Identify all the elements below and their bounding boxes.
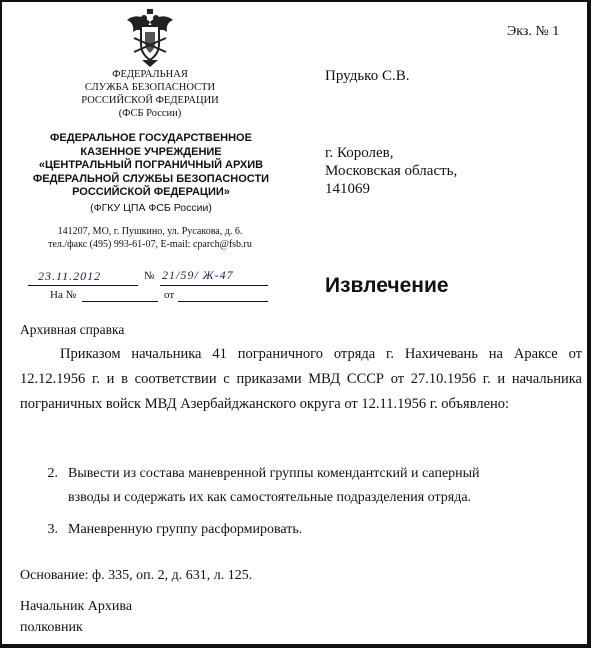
list-item-number: 3. <box>47 522 58 537</box>
agency-line: СЛУЖБА БЕЗОПАСНОСТИ <box>84 82 216 93</box>
registration-date: 23.11.2012 <box>38 269 102 283</box>
order-paragraph: Приказом начальника 41 пограничного отряда г. Нахичевань на Араксе от 12.12.1956 г. и в соответствии с приказами МВД СССР от 27.10.1956 г. и начальника пограничных войск МВД Азербайджанского округа от 12.11.1956 г. объявлено: <box>20 346 582 412</box>
archive-basis: Основание: ф. 335, оп. 2, д. 631, л. 125. <box>20 568 253 583</box>
institution-line: ФЕДЕРАЛЬНОЕ ГОСУДАРСТВЕННОЕ <box>50 132 252 144</box>
agency-line: ФЕДЕРАЛЬНАЯ <box>112 69 188 80</box>
list-item-line: Вывести из состава маневренной группы комендантский и саперный <box>68 466 480 481</box>
reference-date-label: от <box>164 289 175 301</box>
list-item <box>42 518 582 542</box>
institution-name-block <box>27 132 275 200</box>
reference-number-label: На № <box>50 289 77 301</box>
outgoing-number: 21/59/ Ж-47 <box>162 268 234 282</box>
signatory-title: Начальник Архива <box>20 599 133 614</box>
list-item <box>42 462 582 510</box>
outgoing-number-label: № <box>144 270 155 282</box>
recipient-address-line: Московская область, <box>325 163 458 179</box>
institution-address <box>30 226 270 251</box>
recipient-address-line: г. Королев, <box>325 145 394 161</box>
agency-line: РОССИЙСКОЙ ФЕДЕРАЦИИ <box>81 95 219 106</box>
number-underline <box>160 285 268 286</box>
institution-abbreviation: (ФГКУ ЦПА ФСБ России) <box>90 202 212 214</box>
institution-line: ФЕДЕРАЛЬНОЙ СЛУЖБЫ БЕЗОПАСНОСТИ <box>32 172 270 185</box>
document-title: Извлечение <box>325 274 449 297</box>
reference-number-line <box>82 301 158 302</box>
signatory-rank: полковник <box>20 620 83 635</box>
reference-date-line <box>178 301 268 302</box>
institution-line: КАЗЕННОЕ УЧРЕЖДЕНИЕ <box>80 145 222 158</box>
institution-line: РОССИЙСКОЙ ФЕДЕРАЦИИ» <box>72 186 230 198</box>
recipient-address <box>325 144 457 198</box>
recipient-address-line: 141069 <box>325 181 370 197</box>
list-item-line: Маневренную группу расформировать. <box>68 522 303 537</box>
copy-number: Экз. № 1 <box>507 24 560 39</box>
fsb-emblem-icon <box>124 8 176 68</box>
list-item-line: взводы и содержать их как самостоятельные подразделения отряда. <box>68 490 472 505</box>
recipient-name: Прудько С.В. <box>325 68 410 84</box>
institution-line: «ЦЕНТРАЛЬНЫЙ ПОГРАНИЧНЫЙ АРХИВ <box>38 159 264 171</box>
list-item-number: 2. <box>47 466 58 481</box>
agency-name-block <box>50 68 250 120</box>
document-type: Архивная справка <box>20 322 125 337</box>
address-line: тел./факс (495) 993-61-07, E-mail: cparch@fsb.ru <box>48 238 252 250</box>
date-underline <box>28 285 138 286</box>
agency-line: (ФСБ России) <box>118 108 182 119</box>
address-line: 141207, МО, г. Пушкино, ул. Русакова, д. 6. <box>57 226 243 237</box>
